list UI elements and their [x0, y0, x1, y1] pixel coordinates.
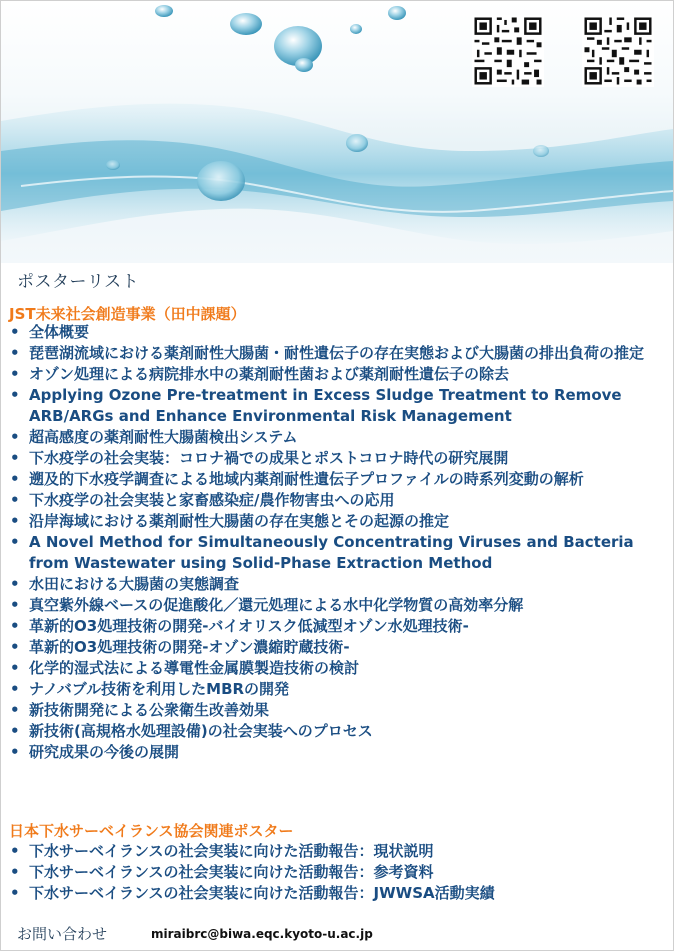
bullet-icon: •: [10, 701, 20, 719]
poster-list-item: [1, 700, 673, 721]
poster-title-text: ナノバブル技術を利用したMBRの開発: [29, 680, 290, 698]
poster-title-text: 超高感度の薬剤耐性大腸菌検出システム: [29, 428, 298, 446]
poster-list-item: [1, 862, 673, 883]
poster-title-text: 化学的湿式法による導電性金属膜製造技術の検討: [29, 659, 360, 677]
poster-list-jst: [1, 322, 673, 763]
poster-list-content: [1, 263, 673, 950]
bullet-icon: •: [10, 512, 20, 530]
bullet-icon: •: [10, 638, 20, 656]
poster-list-item: [1, 427, 673, 448]
poster-title-text: 全体概要: [29, 323, 90, 341]
poster-title-text: 沿岸海域における薬剤耐性大腸菌の存在実態とその起源の推定: [29, 512, 450, 530]
poster-list-item: [1, 511, 673, 532]
bullet-icon: •: [10, 428, 20, 446]
poster-list-item: [1, 385, 673, 427]
bullet-icon: •: [10, 863, 20, 881]
poster-list-item: [1, 448, 673, 469]
bullet-icon: •: [10, 884, 20, 902]
poster-title-text: 研究成果の今後の展開: [29, 743, 180, 761]
contact-label: お問い合わせ: [17, 925, 108, 943]
bullet-icon: •: [10, 842, 20, 860]
water-splash-illustration: [1, 1, 673, 263]
bullet-icon: •: [10, 449, 20, 467]
poster-title-text: 下水疫学の社会実装と家畜感染症/農作物害虫への応用: [29, 491, 395, 509]
poster-title-text: 真空紫外線ベースの促進酸化／還元処理による水中化学物質の高効率分解: [29, 596, 524, 614]
bullet-icon: •: [10, 365, 20, 383]
poster-list-item: [1, 679, 673, 700]
bullet-icon: •: [10, 386, 20, 404]
bullet-icon: •: [10, 491, 20, 509]
section-title-jst: JST未来社会創造事業（田中課題）: [9, 305, 246, 323]
poster-title-text: 下水サーベイランスの社会実装に向けた活動報告：JWWSA活動実績: [29, 884, 495, 902]
poster-title-text: 新技術(高規格水処理設備)の社会実装へのプロセス: [29, 722, 373, 740]
poster-title-text: 下水サーベイランスの社会実装に向けた活動報告：現状説明: [29, 842, 434, 860]
poster-list-item: [1, 322, 673, 343]
contact-email-link[interactable]: miraibrc@biwa.eqc.kyoto-u.ac.jp: [151, 927, 373, 941]
poster-title-text: オゾン処理による病院排水中の薬剤耐性菌および薬剤耐性遺伝子の除去: [29, 365, 510, 383]
poster-list-item: [1, 595, 673, 616]
poster-title-text: A Novel Method for Simultaneously Concentrating Viruses and Bacteria from Wastewater using Solid-Phase Extraction Method: [29, 533, 634, 572]
poster-list-item: [1, 469, 673, 490]
bullet-icon: •: [10, 596, 20, 614]
qr-tanaka-box: [582, 15, 658, 36]
poster-list-item: [1, 490, 673, 511]
water-splash-header-image: [1, 1, 673, 263]
poster-list-item: [1, 364, 673, 385]
bullet-icon: •: [10, 743, 20, 761]
bullet-icon: •: [10, 575, 20, 593]
bullet-icon: •: [10, 323, 20, 341]
poster-list-item: [1, 883, 673, 904]
poster-list-item: [1, 574, 673, 595]
bullet-icon: •: [10, 470, 20, 488]
bullet-icon: •: [10, 617, 20, 635]
poster-list-item: [1, 616, 673, 637]
section-title-jwwsa: 日本下水サーベイランス協会関連ポスター: [9, 822, 294, 840]
poster-list-title: ポスターリスト: [17, 272, 140, 292]
poster-list-item: [1, 637, 673, 658]
poster-title-text: 琵琶湖流域における薬剤耐性大腸菌・耐性遺伝子の存在実態および大腸菌の排出負荷の推定: [29, 344, 645, 362]
poster-list-item: [1, 841, 673, 862]
bullet-icon: •: [10, 722, 20, 740]
bullet-icon: •: [10, 680, 20, 698]
poster-title-text: 水田における大腸菌の実態調査: [29, 575, 240, 593]
poster-title-text: 革新的O3処理技術の開発-オゾン濃縮貯蔵技術-: [29, 638, 350, 656]
poster-title-text: 下水サーベイランスの社会実装に向けた活動報告：参考資料: [29, 863, 434, 881]
poster-list-item: [1, 658, 673, 679]
poster-title-text: 革新的O3処理技術の開発-バイオリスク低減型オゾン水処理技術-: [29, 617, 469, 635]
poster-list-item: [1, 742, 673, 763]
bullet-icon: •: [10, 344, 20, 362]
poster-title-text: 新技術開発による公衆衛生改善効果: [29, 701, 270, 719]
poster-title-text: Applying Ozone Pre-treatment in Excess Sludge Treatment to Remove ARB/ARGs and Enhance Environmental Risk Management: [29, 386, 622, 425]
qr-jst-box: [472, 15, 548, 36]
bullet-icon: •: [10, 533, 20, 551]
poster-title-text: 遡及的下水疫学調査による地域内薬剤耐性遺伝子プロファイルの時系列変動の解析: [29, 470, 584, 488]
poster-list-jwwsa: [1, 841, 673, 904]
poster-list-item: [1, 721, 673, 742]
qr-code-icon[interactable]: [582, 15, 654, 87]
qr-code-icon[interactable]: [472, 15, 544, 87]
poster-list-item: [1, 532, 673, 574]
bullet-icon: •: [10, 659, 20, 677]
poster-list-item: [1, 343, 673, 364]
poster-title-text: 下水疫学の社会実装：コロナ禍での成果とポストコロナ時代の研究展開: [29, 449, 509, 467]
